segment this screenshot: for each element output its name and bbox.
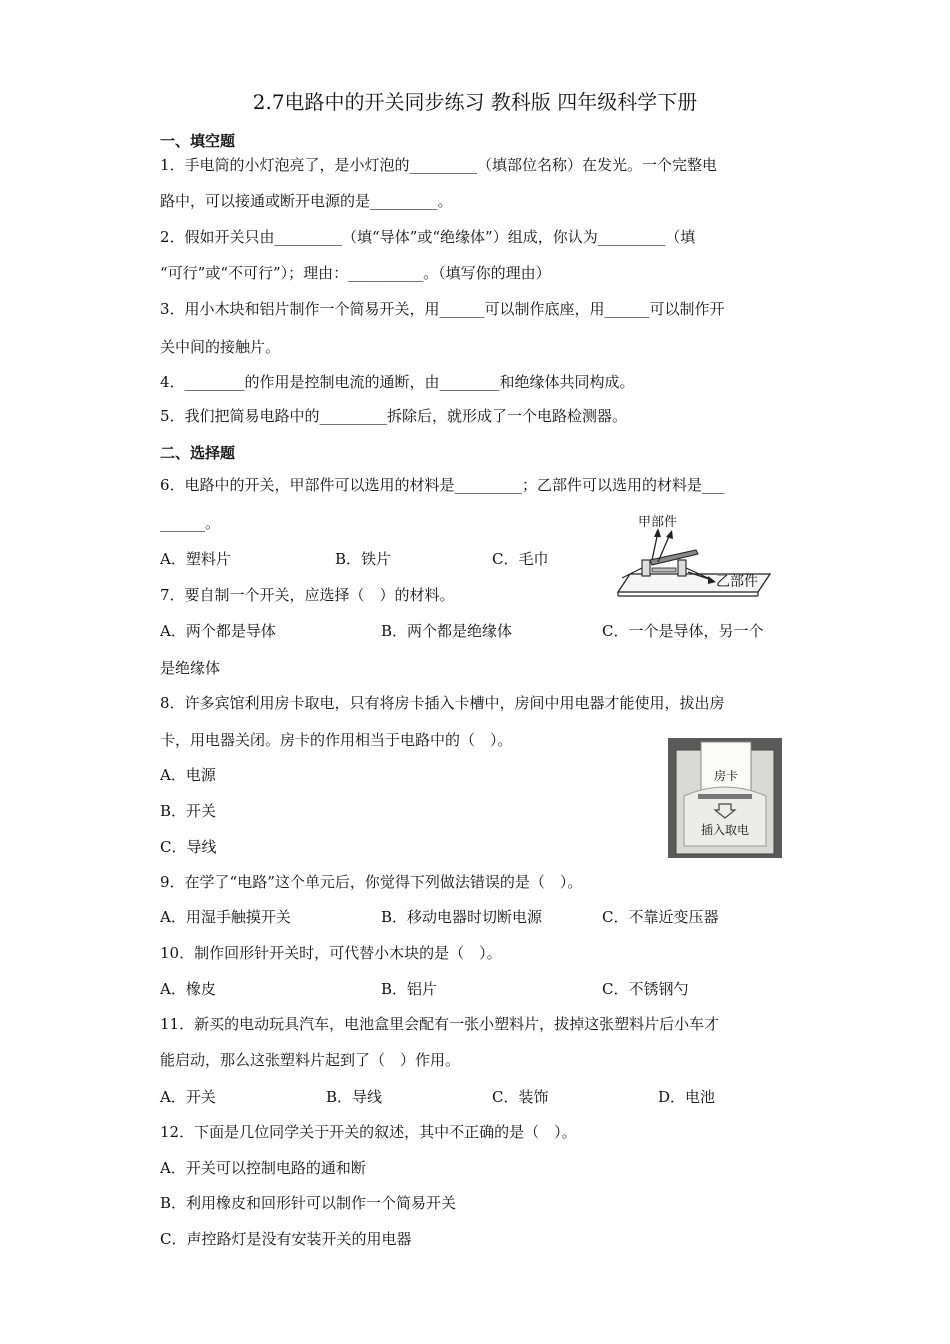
q8-option-c: C．导线: [160, 838, 217, 856]
switch-diagram: [612, 510, 792, 602]
q12-option-c: C．声控路灯是没有安装开关的用电器: [160, 1230, 412, 1248]
q9-line1: 9．在学了“电路”这个单元后，你觉得下列做法错误的是（ ）。: [160, 873, 583, 891]
q10-option-b: B．铝片: [381, 980, 438, 998]
q4-line1: 4．________的作用是控制电流的通断，由________和绝缘体共同构成。: [160, 373, 635, 391]
room-card-photo: [668, 738, 782, 858]
q7-line2: 是绝缘体: [160, 659, 221, 677]
q3-line1: 3．用小木块和铝片制作一个简易开关，用______可以制作底座，用______可以制作开: [160, 300, 725, 318]
q7-option-a: A．两个都是导体: [160, 622, 276, 640]
q7-option-c: C．一个是导体，另一个: [602, 622, 764, 640]
q11-option-c: C．装饰: [492, 1088, 549, 1106]
q7-line1: 7．要自制一个开关，应选择（ ）的材料。: [160, 586, 455, 604]
q10-option-a: A．橡皮: [160, 980, 216, 998]
q10-option-c: C．不锈钢勺: [602, 980, 689, 998]
q5-line1: 5．我们把简易电路中的_________拆除后，就形成了一个电路检测器。: [160, 407, 628, 425]
fig-slot-label: 插入取电: [700, 823, 750, 837]
q8-line2: 卡，用电器关闭。房卡的作用相当于电路中的（ ）。: [160, 731, 513, 749]
section-heading-fill: 一、填空题: [160, 132, 236, 150]
q11-option-a: A．开关: [160, 1088, 216, 1106]
q11-option-b: B．导线: [326, 1088, 383, 1106]
q8-option-b: B．开关: [160, 802, 217, 820]
fig-label-yi: 乙部件: [716, 574, 758, 590]
q12-option-b: B．利用橡皮和回形针可以制作一个简易开关: [160, 1194, 457, 1212]
q8-option-a: A．电源: [160, 766, 216, 784]
fig-card-label: 房卡: [713, 769, 739, 783]
q9-option-a: A．用湿手触摸开关: [160, 908, 291, 926]
q11-line1: 11．新买的电动玩具汽车，电池盒里会配有一张小塑料片，拔掉这张塑料片后小车才: [160, 1015, 720, 1033]
q2-line2: “可行”或“不可行”）；理由：__________。（填写你的理由）: [160, 264, 551, 282]
q10-line1: 10．制作回形针开关时，可代替小木块的是（ ）。: [160, 944, 502, 962]
q11-option-d: D．电池: [658, 1088, 716, 1106]
q8-line1: 8．许多宾馆利用房卡取电，只有将房卡插入卡槽中，房间中用电器才能使用，拔出房: [160, 694, 725, 712]
q9-option-b: B．移动电器时切断电源: [381, 908, 543, 926]
q6-option-a: A．塑料片: [160, 550, 231, 568]
q6-line1: 6．电路中的开关，甲部件可以选用的材料是_________；乙部件可以选用的材料是___: [160, 476, 725, 494]
section-heading-choice: 二、选择题: [160, 444, 236, 462]
q1-line1: 1．手电筒的小灯泡亮了，是小灯泡的_________（填部位名称）在发光。一个完整电: [160, 156, 718, 174]
q9-option-c: C．不靠近变压器: [602, 908, 719, 926]
fig-label-jia: 甲部件: [638, 515, 678, 530]
q6-option-b: B．铁片: [335, 550, 392, 568]
q12-line1: 12．下面是几位同学关于开关的叙述，其中不正确的是（ ）。: [160, 1123, 577, 1141]
q11-line2: 能启动，那么这张塑料片起到了（ ）作用。: [160, 1051, 461, 1069]
q1-line2: 路中，可以接通或断开电源的是_________。: [160, 192, 453, 210]
q6-option-c: C．毛巾: [492, 550, 549, 568]
q7-option-b: B．两个都是绝缘体: [381, 622, 513, 640]
q12-option-a: A．开关可以控制电路的通和断: [160, 1159, 366, 1177]
q3-line2: 关中间的接触片。: [160, 338, 281, 356]
page-title: 2.7电路中的开关同步练习 教科版 四年级科学下册: [252, 90, 698, 114]
q6-line2: ______。: [160, 514, 221, 532]
q2-line1: 2．假如开关只由_________（填“导体”或“绝缘体”）组成，你认为_________（填: [160, 228, 696, 246]
